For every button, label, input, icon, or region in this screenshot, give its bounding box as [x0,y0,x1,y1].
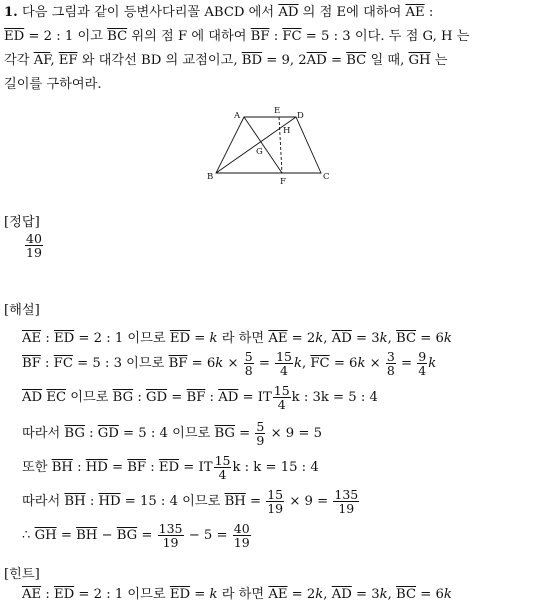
solution-line-1: $\overline{AE}$ : $\overline{ED} = 2$ : 1 이므로 $\overline{ED} = k$ 라 하면 $\overline{AE} = 2k$, $\overline{AD} = 3k$, $\overline{BC} = 6k$ [22,331,452,346]
answer-value: $\frac{40}{19}$ [26,231,42,260]
solution-heading: [해설] [4,303,40,318]
problem-number: 1. [4,5,18,20]
hint-line-1: $\overline{AE}$ : $\overline{ED} = 2$ : 1 이므로 $\overline{ED} = k$ 라 하면 $\overline{AE} = 2k$, $\overline{AD} = 3k$, $\overline{BC} = 6k$ [22,587,452,602]
label-A: A [234,111,241,121]
solution-line-5: 또한 $\overline{BH}$ : $\overline{HD} = \overline{BF}$ : $\overline{ED}$ = IT $\frac{15}{4}$ k : k = 15 : 4 [22,453,319,482]
label-F: F [280,177,286,187]
trapezoid-diagram [200,100,340,192]
solution-line-6: 따라서 $\overline{BH}$ : $\overline{HD} = 15$ : 4 이므로 $\overline{BH}$ = $\frac{15}{19}$ × 9 = $\frac{135}{19}$ [22,487,359,516]
label-G: G [256,147,263,157]
trapezoid-outline [216,117,321,173]
solution-line-7: ∴ $\overline{GH} = \overline{BH} - \overline{BG}$ = $\frac{135}{19}$ − 5 = $\frac{40}{19}$ [22,521,250,550]
answer-heading: [정답] [4,215,40,230]
problem-line-1: 1. 다음 그림과 같이 등변사다리꼴 ABCD 에서 $\overline{AD}$ 의 점 E에 대하여 $\overline{AE}$ : [4,5,434,20]
label-D: D [297,111,304,121]
solution-line-3: $\overline{AD}$ $\overline{EC}$ 이므로 $\overline{BG}$ : $\overline{GD} = \overline{BF}$ : $\overline{AD}$ = IT $\frac{15}{4}$ k : 3k = 5 : 4 [22,383,378,412]
segment-AF [244,117,282,173]
label-E: E [274,106,281,116]
label-B: B [207,172,214,182]
problem-line-2: $\overline{ED} = 2$ : 1 이고 $\overline{BC}$ 위의 점 F 에 대하여 $\overline{BF}$ : $\overline{FC} = 5$ : 3 이다. 두 점 G, H 는 [4,29,470,44]
problem-line-3: 각각 $\overline{AF}$, $\overline{EF}$ 와 대각선 BD 의 교점이고, $\overline{BD} = 9$, $2\overline{AD} = \overline{BC}$ 일 때, $\overline{GH}$ 는 [4,53,448,68]
segment-EF [279,117,282,173]
solution-line-2: $\overline{BF}$ : $\overline{FC} = 5$ : 3 이므로 $\overline{BF} = 6k$ × $\frac{5}{8}$ = $\frac{15}{4}$ k, $\overline{FC} = 6k$ × $\frac{3}{8}$ = $\frac{9}{4}$ k [22,349,437,378]
solution-line-4: 따라서 $\overline{BG}$ : $\overline{GD} = 5$ : 4 이므로 $\overline{BG}$ = $\frac{5}{9}$ × 9 = 5 [22,419,323,448]
problem-line-4: 길이를 구하여라. [4,77,102,92]
hint-heading: [힌트] [4,567,40,582]
label-H: H [283,126,291,136]
label-C: C [323,172,330,182]
